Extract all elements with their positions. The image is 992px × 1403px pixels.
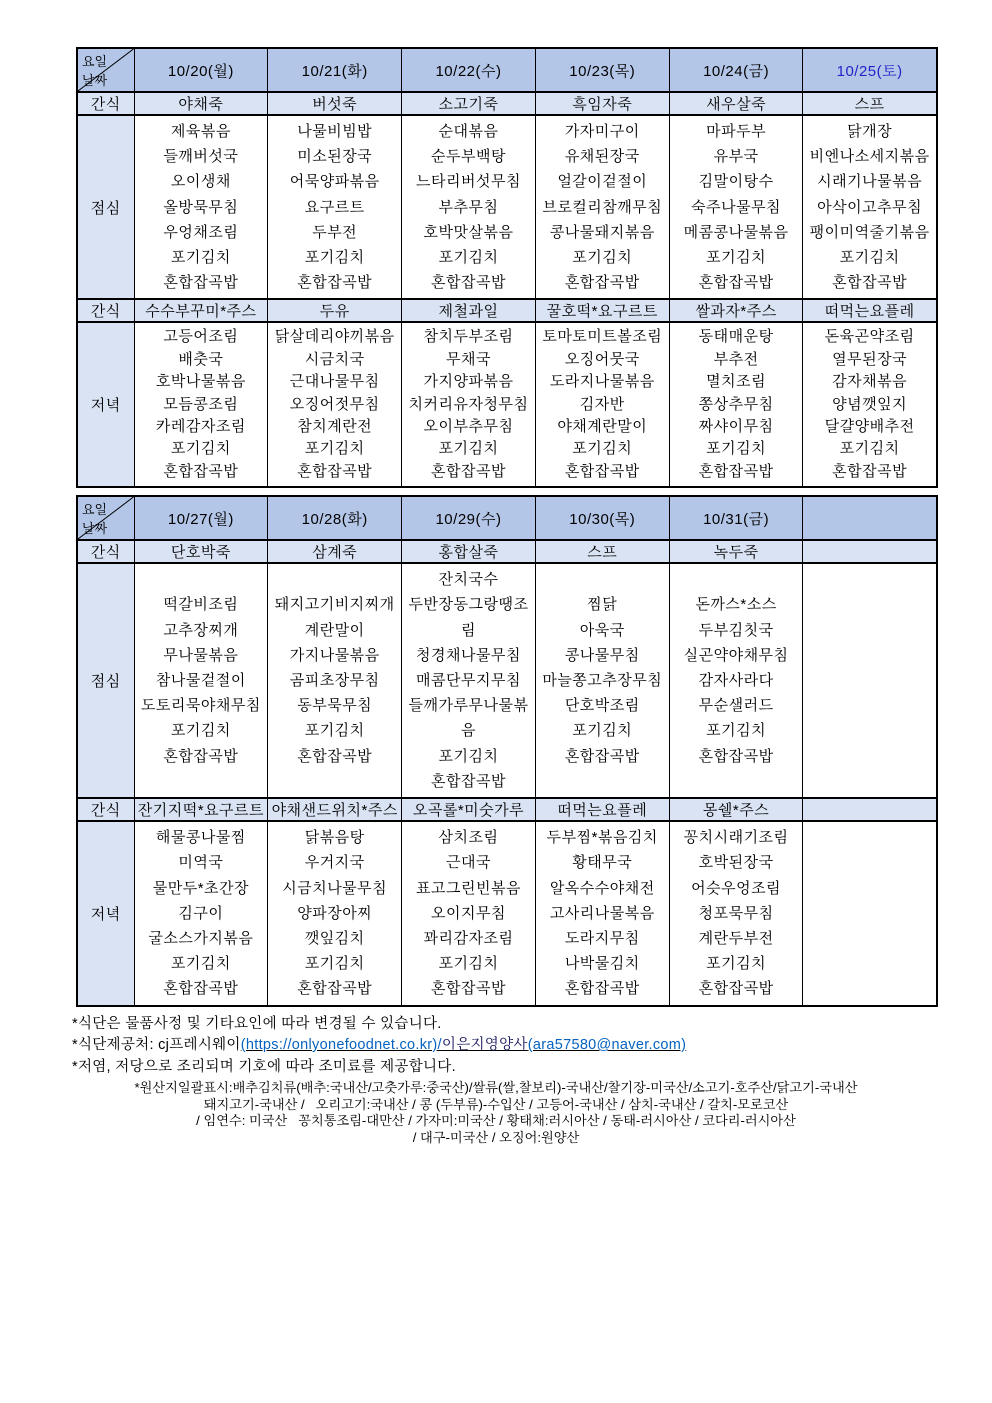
snack-cell: 제철과일 (402, 299, 536, 322)
menu-item: 시래기나물볶음 (817, 173, 923, 191)
corner-label-day: 요일 (82, 502, 108, 518)
menu-item: 포기김치 (839, 249, 900, 267)
menu-item: 혼합잡곡밥 (698, 747, 774, 765)
row-label-lunch: 점심 (77, 115, 134, 299)
menu-item: 혼합잡곡밥 (431, 462, 506, 480)
menu-item: 해물콩나물찜 (155, 829, 246, 847)
menu-item: 혼합잡곡밥 (698, 980, 774, 998)
menu-item: 아욱국 (579, 621, 625, 639)
menu-item: 유부국 (713, 148, 759, 166)
snack-cell: 떠먹는요플레 (535, 798, 669, 821)
date-cell: 10/21(화) (268, 48, 402, 92)
row-label-snack: 간식 (77, 798, 134, 821)
menu-item: 브로컬리참깨무침 (542, 198, 663, 216)
dinner-menu-cell (803, 322, 937, 487)
snack-cell: 삼계죽 (268, 540, 402, 563)
menu-item: 도라지무침 (564, 929, 640, 947)
menu-item: 오이생채 (170, 173, 231, 191)
menu-item: 포기김치 (438, 440, 499, 458)
dinner-menu-cell (402, 821, 536, 1005)
dinner-menu-cell (268, 821, 402, 1005)
menu-item: 포기김치 (572, 440, 633, 458)
menu-item: 멸치조림 (706, 373, 767, 391)
menu-item: 혼합잡곡밥 (163, 462, 239, 480)
menu-item: 황태무국 (572, 854, 633, 872)
provider-link-name[interactable]: 이은지영양사 (441, 1037, 528, 1054)
dinner-menu-cell (535, 322, 669, 487)
menu-item: 우엉채조림 (163, 223, 239, 241)
menu-item: 고등어조림 (163, 328, 239, 346)
row-label-snack: 간식 (77, 540, 134, 563)
menu-item: 혼합잡곡밥 (297, 274, 373, 292)
dinner-menu-cell (268, 322, 402, 487)
menu-table-week2 (76, 495, 938, 1006)
menu-item: 달걀양배추전 (824, 418, 915, 436)
menu-item: 미소된장국 (297, 148, 373, 166)
snack-cell: 야채죽 (134, 92, 268, 115)
origin-line: *원산지일괄표시:배추김치류(배추:국내산/고춧가루:중국산)/쌀류(쌀,찰보리)-국내산/찰기장-미국산/소고기-호주산/닭고기-국내산 (134, 1080, 858, 1096)
menu-item: 포기김치 (839, 440, 900, 458)
dinner-menu-cell (669, 322, 803, 487)
menu-item: 얼갈이겉절이 (557, 173, 648, 191)
menu-item: 마파두부 (706, 123, 767, 140)
menu-item: 순대볶음 (438, 123, 499, 140)
note-provider-prefix: *식단제공처: cj프레시웨이 (72, 1037, 241, 1054)
menu-item: 부추무침 (438, 198, 499, 216)
menu-item: 포기김치 (572, 722, 633, 740)
menu-item: 두부찜*볶음김치 (546, 829, 658, 847)
menu-item: 포기김치 (304, 955, 365, 973)
menu-item: 순두부백탕 (431, 148, 506, 166)
dinner-menu-cell (402, 322, 536, 487)
menu-item: 혼합잡곡밥 (564, 747, 640, 765)
date-cell: 10/30(목) (535, 496, 669, 540)
lunch-menu-cell (134, 115, 268, 299)
menu-item: 어묵양파볶음 (289, 173, 380, 191)
row-label-snack: 간식 (77, 299, 134, 322)
menu-item: 삼치조림 (438, 829, 499, 847)
menu-item: 포기김치 (438, 249, 499, 267)
menu-item: 포기김치 (572, 249, 633, 267)
snack-cell (803, 798, 937, 821)
menu-item: 도토리묵야채무침 (140, 697, 261, 715)
menu-item: 감자사라다 (698, 672, 774, 690)
lunch-menu-cell (268, 563, 402, 798)
dinner-menu-cell (669, 821, 803, 1005)
snack-cell: 소고기죽 (402, 92, 536, 115)
menu-item: 김구이 (178, 904, 224, 922)
menu-item: 계란말이 (304, 621, 365, 639)
dinner-menu-cell (134, 322, 268, 487)
menu-item: 숙주나물무침 (691, 198, 782, 216)
menu-item: 포기김치 (706, 955, 767, 973)
menu-item: 혼합잡곡밥 (431, 274, 506, 292)
menu-item: 물만두*초간장 (152, 879, 250, 897)
menu-item: 가지양파볶음 (423, 373, 514, 391)
snack-cell: 버섯죽 (268, 92, 402, 115)
menu-item: 혼합잡곡밥 (832, 462, 908, 480)
corner-label-day: 요일 (82, 54, 108, 69)
menu-item: 알옥수수야채전 (549, 879, 655, 897)
lunch-menu-cell (803, 563, 937, 798)
menu-item: 오징어젓무침 (289, 395, 380, 413)
menu-item: 토마토미트볼조림 (542, 328, 663, 346)
menu-item: 꽁치시래기조림 (683, 829, 789, 847)
menu-item: 마늘쫑고추장무침 (542, 672, 663, 690)
date-cell: 10/28(화) (268, 496, 402, 540)
menu-item: 동부묵무침 (297, 697, 373, 715)
menu-item: 감자채볶음 (832, 373, 908, 391)
menu-item: 양념깻잎지 (832, 395, 908, 413)
menu-item: 가자미구이 (564, 123, 640, 140)
snack-cell: 단호박죽 (134, 540, 268, 563)
menu-item: 닭볶음탕 (304, 829, 365, 847)
menu-item: 아삭이고추무침 (817, 198, 923, 216)
menu-item: 혼합잡곡밥 (431, 772, 506, 790)
menu-item: 포기김치 (170, 722, 231, 740)
snack-cell: 몽쉘*주스 (669, 798, 803, 821)
menu-item: 단호박조림 (564, 697, 640, 715)
menu-item: 근대국 (446, 854, 491, 872)
row-label-dinner: 저녁 (77, 322, 134, 487)
note-origin (0, 1080, 992, 1146)
menu-item: 두부전 (312, 223, 358, 241)
menu-item: 시금치국 (304, 350, 365, 368)
menu-item: 비엔나소세지볶음 (809, 148, 930, 166)
menu-item: 포기김치 (170, 955, 231, 973)
origin-line: / 대구-미국산 / 오징어:원양산 (412, 1129, 580, 1145)
menu-item: 두부김칫국 (698, 621, 774, 639)
date-cell: 10/29(수) (402, 496, 536, 540)
snack-cell: 녹두죽 (669, 540, 803, 563)
menu-item: 고추장찌개 (163, 621, 239, 639)
snack-cell: 스프 (535, 540, 669, 563)
menu-item: 열무된장국 (832, 350, 908, 368)
snack-cell: 두유 (268, 299, 402, 322)
menu-item: 콩나물돼지볶음 (549, 223, 655, 241)
footnotes (72, 1014, 992, 1079)
menu-item: 닭개장 (847, 123, 893, 140)
provider-link[interactable] (241, 1037, 687, 1053)
menu-item: 혼합잡곡밥 (297, 462, 373, 480)
menu-item: 포기김치 (438, 747, 499, 765)
menu-item: 참나물겉절이 (155, 672, 246, 690)
menu-item: 혼합잡곡밥 (163, 747, 239, 765)
menu-item: 혼합잡곡밥 (564, 980, 640, 998)
date-cell: 10/24(금) (669, 48, 803, 92)
menu-item: 올방묵무침 (163, 198, 239, 216)
menu-item: 카레감자조림 (155, 418, 246, 436)
note-menu-change: *식단은 물품사정 및 기타요인에 따라 변경될 수 있습니다. (72, 1015, 442, 1032)
menu-item: 호박맛살볶음 (423, 223, 514, 241)
snack-cell: 떠먹는요플레 (803, 299, 937, 322)
menu-item: 김말이탕수 (698, 173, 774, 191)
menu-item: 두반장동그랑땡조림 (408, 596, 529, 639)
menu-item: 나물비빔밥 (297, 123, 373, 140)
menu-item: 청경채나물무침 (416, 646, 521, 664)
snack-cell: 흑임자죽 (535, 92, 669, 115)
day-date-corner-cell (77, 496, 134, 540)
snack-cell: 홍합살죽 (402, 540, 536, 563)
snack-cell: 꿀호떡*요구르트 (535, 299, 669, 322)
lunch-menu-cell (803, 115, 937, 299)
menu-item: 깻잎김치 (304, 929, 365, 947)
menu-item: 유채된장국 (564, 148, 640, 166)
menu-item: 호박나물볶음 (155, 373, 246, 391)
date-cell: 10/31(금) (669, 496, 803, 540)
menu-item: 찜닭 (587, 596, 618, 614)
date-cell: 10/23(목) (535, 48, 669, 92)
menu-item: 치커리유자청무침 (408, 395, 529, 413)
menu-item: 돈육곤약조림 (824, 328, 915, 346)
dinner-menu-cell (134, 821, 268, 1005)
menu-item: 혼합잡곡밥 (297, 747, 373, 765)
lunch-menu-cell (402, 115, 536, 299)
menu-item: 매콤단무지무침 (416, 672, 521, 690)
menu-item: 어슷우엉조림 (691, 879, 782, 897)
lunch-menu-cell (268, 115, 402, 299)
menu-item: 표고그린빈볶음 (416, 879, 521, 897)
menu-item: 혼합잡곡밥 (163, 274, 239, 292)
origin-line: / 임연수: 미국산 꽁치통조림-대만산 / 가자미:미국산 / 황태채:러시아산 / 동태-러시아산 / 코다리-러시아산 (196, 1113, 796, 1129)
menu-item: 시금치나물무침 (282, 879, 388, 897)
menu-item: 호박된장국 (698, 854, 774, 872)
menu-item: 돼지고기비지찌개 (274, 596, 395, 614)
row-label-snack: 간식 (77, 92, 134, 115)
menu-item: 포기김치 (170, 249, 231, 267)
menu-item: 부추전 (713, 350, 759, 368)
menu-item: 포기김치 (706, 440, 767, 458)
menu-item: 꽈리감자조림 (423, 929, 514, 947)
menu-item: 실곤약야채무침 (683, 646, 789, 664)
menu-item: 나박물김치 (564, 955, 640, 973)
lunch-menu-cell (535, 115, 669, 299)
lunch-menu-cell (669, 115, 803, 299)
date-cell: 10/20(월) (134, 48, 268, 92)
menu-item: 요구르트 (304, 198, 365, 216)
menu-item: 포기김치 (304, 722, 365, 740)
menu-item: 참치두부조림 (423, 328, 514, 346)
dinner-menu-cell (535, 821, 669, 1005)
menu-item: 혼합잡곡밥 (832, 274, 908, 292)
menu-item: 잔치국수 (438, 571, 499, 589)
menu-item: 메콤콩나물볶음 (683, 223, 789, 241)
menu-item: 혼합잡곡밥 (698, 274, 774, 292)
snack-cell: 야채샌드위치*주스 (268, 798, 402, 821)
snack-cell: 수수부꾸미*주스 (134, 299, 268, 322)
menu-item: 들깨가루무나물볶음 (408, 697, 529, 740)
menu-item: 팽이미역줄기볶음 (809, 223, 930, 241)
menu-item: 곰피초장무침 (289, 672, 380, 690)
snack-cell (803, 540, 937, 563)
menu-item: 굴소스가지볶음 (148, 929, 254, 947)
snack-cell: 잔기지떡*요구르트 (134, 798, 268, 821)
date-cell (803, 496, 937, 540)
menu-item: 고사리나물복음 (549, 904, 655, 922)
menu-item: 도라지나물볶음 (549, 373, 655, 391)
menu-item: 짜샤이무침 (698, 418, 774, 436)
menu-item: 제육볶음 (170, 123, 231, 140)
menu-item: 근대나물무침 (289, 373, 380, 391)
menu-item: 포기김치 (304, 440, 365, 458)
menu-item: 포기김치 (170, 440, 231, 458)
date-cell: 10/25(토) (803, 48, 937, 92)
corner-label-date: 날짜 (82, 73, 108, 88)
menu-item: 김자반 (579, 395, 625, 413)
menu-item: 오이지무침 (431, 904, 506, 922)
date-cell: 10/27(월) (134, 496, 268, 540)
menu-item: 청포묵무침 (698, 904, 774, 922)
menu-item: 포기김치 (304, 249, 365, 267)
menu-item: 계란두부전 (698, 929, 774, 947)
menu-item: 무채국 (446, 350, 491, 368)
menu-item: 포기김치 (706, 722, 767, 740)
menu-item: 오징어뭇국 (564, 350, 640, 368)
menu-item: 우거지국 (304, 854, 365, 872)
menu-item: 무나물볶음 (163, 646, 239, 664)
menu-item: 포기김치 (438, 955, 499, 973)
row-label-lunch: 점심 (77, 563, 134, 798)
menu-item: 혼합잡곡밥 (163, 980, 239, 998)
menu-item: 무순샐러드 (698, 697, 774, 715)
lunch-menu-cell (535, 563, 669, 798)
menu-item: 혼합잡곡밥 (564, 462, 640, 480)
lunch-menu-cell (402, 563, 536, 798)
provider-link-url[interactable]: (https://onlyonefoodnet.co.kr)/ (240, 1037, 442, 1054)
menu-item: 모듬콩조림 (163, 395, 239, 413)
snack-cell: 스프 (803, 92, 937, 115)
menu-item: 콩나물무침 (564, 646, 640, 664)
menu-item: 양파장아찌 (297, 904, 373, 922)
snack-cell: 새우살죽 (669, 92, 803, 115)
date-cell: 10/22(수) (402, 48, 536, 92)
menu-item: 야채계란말이 (557, 418, 648, 436)
menu-item: 혼합잡곡밥 (431, 980, 506, 998)
note-seasoning: *저염, 저당으로 조리되며 기호에 따라 조미료를 제공합니다. (72, 1058, 456, 1075)
lunch-menu-cell (669, 563, 803, 798)
menu-item: 배춧국 (178, 350, 224, 368)
menu-item: 가지나물볶음 (289, 646, 380, 664)
menu-item: 미역국 (178, 854, 224, 872)
menu-item: 혼합잡곡밥 (564, 274, 640, 292)
note-provider (72, 1035, 992, 1057)
menu-item: 포기김치 (706, 249, 767, 267)
day-date-corner-cell (77, 48, 134, 92)
dinner-menu-cell (803, 821, 937, 1005)
provider-link-email[interactable]: (ara57580@naver.com) (527, 1037, 687, 1054)
menu-item: 떡갈비조림 (163, 596, 239, 614)
menu-item: 혼합잡곡밥 (698, 462, 774, 480)
origin-line: 돼지고기-국내산 / 오리고기:국내산 / 콩 (두부류)-수입산 / 고등어-국내산 / 삼치-국내산 / 갈치-모로코산 (203, 1096, 789, 1112)
menu-item: 참치계란전 (297, 418, 373, 436)
menu-item: 느타리버섯무침 (416, 173, 521, 191)
menu-item: 오이부추무침 (423, 418, 514, 436)
corner-label-date: 날짜 (82, 521, 108, 537)
menu-item: 동태매운탕 (698, 328, 774, 346)
menu-item: 쫑상추무침 (698, 395, 774, 413)
menu-table-week1 (76, 47, 938, 488)
snack-cell: 오곡롤*미숫가루 (402, 798, 536, 821)
menu-item: 돈까스*소스 (695, 596, 777, 614)
menu-item: 닭살데리야끼볶음 (274, 328, 395, 346)
lunch-menu-cell (134, 563, 268, 798)
row-label-dinner: 저녁 (77, 821, 134, 1005)
snack-cell: 쌀과자*주스 (669, 299, 803, 322)
menu-item: 들깨버섯국 (163, 148, 239, 166)
menu-item: 혼합잡곡밥 (297, 980, 373, 998)
